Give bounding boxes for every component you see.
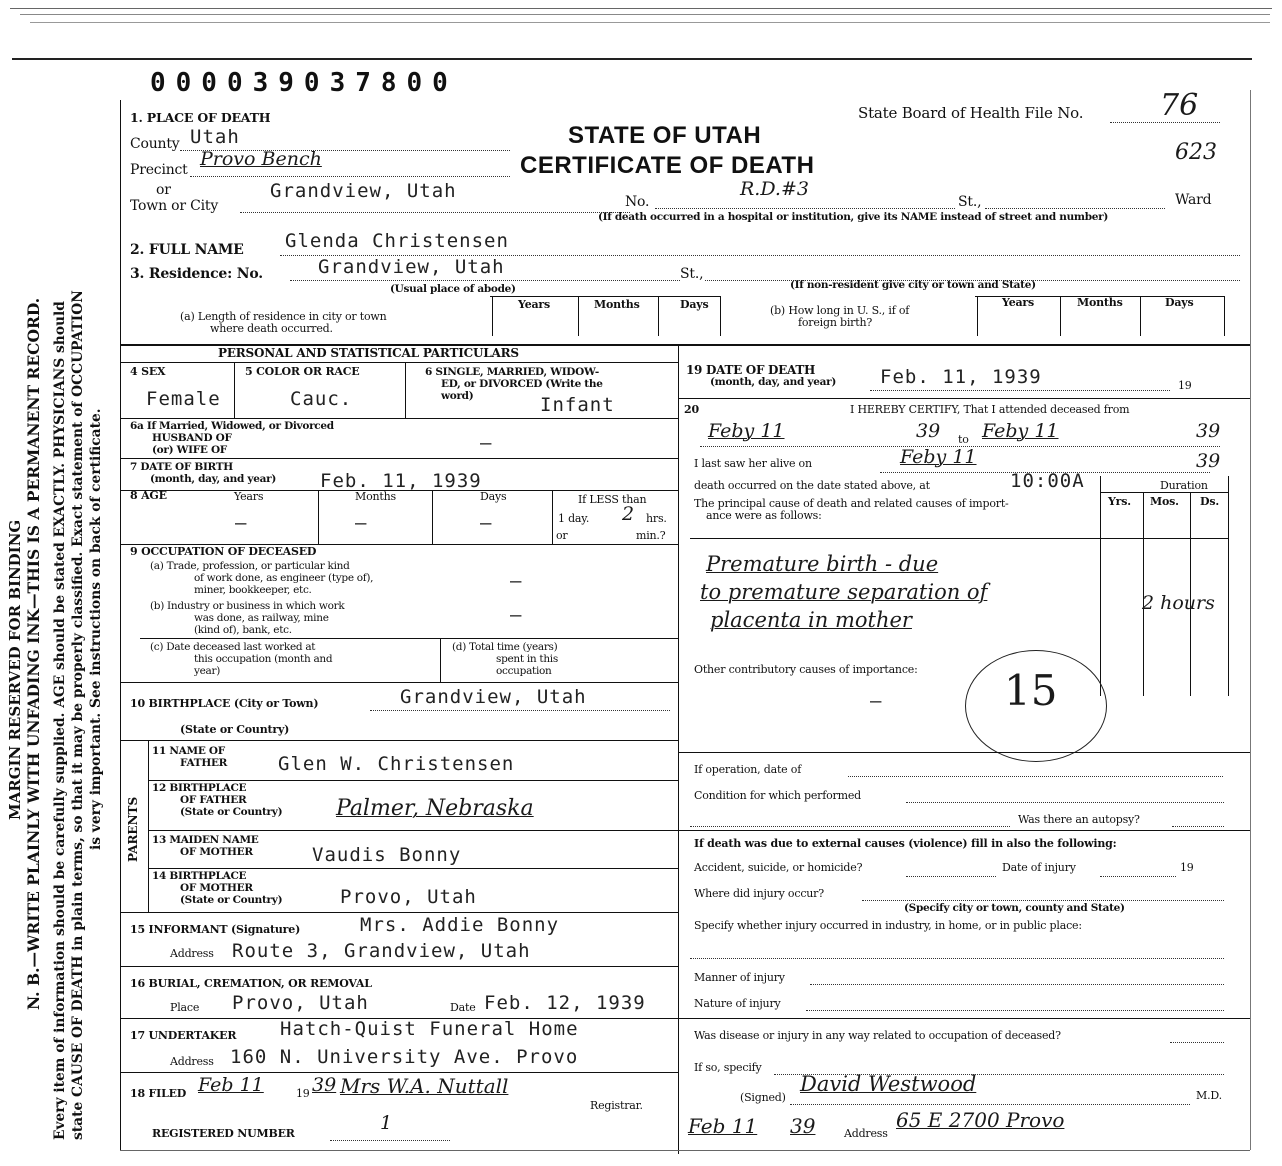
- fbirth-label-line1: 12 BIRTHPLACE: [152, 782, 247, 794]
- duration-days-label: Ds.: [1200, 495, 1219, 508]
- accident-label: Accident, suicide, or homicide?: [694, 861, 863, 874]
- margin-binding-note: MARGIN RESERVED FOR BINDING: [6, 519, 24, 820]
- occupation-c-line2: this occupation (month and: [194, 653, 333, 665]
- autopsy-label: Was there an autopsy?: [1018, 813, 1140, 826]
- disease-occupation-label: Was disease or injury in any way related to occupation of deceased?: [694, 1029, 1061, 1042]
- place-of-death-label: 1. PLACE OF DEATH: [130, 110, 271, 125]
- attended-to-label: to: [958, 433, 969, 446]
- cause-label: [694, 498, 1009, 522]
- age-days-label: Days: [480, 490, 507, 503]
- duration-years-label: Yrs.: [1108, 495, 1131, 508]
- occupation-b-dash: —: [510, 604, 523, 626]
- cause-label-line2: ance were as follows:: [706, 509, 822, 522]
- mother-name-value: Vaudis Bonny: [312, 844, 462, 866]
- certify-number: 20: [684, 403, 699, 416]
- less-hours-value: 2: [622, 503, 635, 525]
- marital-label-line1: 6 SINGLE, MARRIED, WIDOW-: [425, 366, 599, 378]
- occupation-label: 9 OCCUPATION OF DECEASED: [130, 545, 317, 558]
- physician-signature: David Westwood: [800, 1072, 977, 1096]
- usual-abode-note: (Usual place of abode): [390, 283, 516, 295]
- occupation-d-line3: occupation: [496, 665, 552, 677]
- occupation-d-line2: spent in this: [496, 653, 558, 665]
- attended-from-date: Feby 11: [708, 420, 785, 442]
- nonresident-note: (If non-resident give city or town and State): [790, 279, 1036, 291]
- father-label-line2: FATHER: [180, 757, 228, 769]
- undertaker-address-value: 160 N. University Ave. Provo: [230, 1046, 579, 1068]
- cause-line-3: placenta in mother: [710, 608, 912, 632]
- age-months-dash: —: [355, 512, 368, 534]
- burial-date-value: Feb. 12, 1939: [484, 992, 646, 1014]
- occupation-a: [150, 560, 373, 596]
- occupation-a-dash: —: [510, 570, 523, 592]
- registered-number-label: REGISTERED NUMBER: [152, 1127, 295, 1140]
- burial-label: 16 BURIAL, CREMATION, OR REMOVAL: [130, 977, 372, 990]
- father-name-label: [152, 745, 227, 769]
- filed-date: Feb 11: [198, 1074, 264, 1096]
- res-months-label: Months: [594, 298, 640, 311]
- street-no-label: No.: [625, 194, 650, 210]
- date-of-death-value: Feb. 11, 1939: [880, 366, 1042, 388]
- occupation-c: [150, 641, 332, 677]
- age-days-dash: —: [480, 512, 493, 534]
- informant-value: Mrs. Addie Bonny: [360, 914, 560, 936]
- where-injury-label: Where did injury occur?: [694, 887, 824, 900]
- injury-date-nineteen: 19: [1180, 861, 1194, 874]
- board-file-number: 76: [1160, 88, 1199, 123]
- dod-label-line1: 19 DATE OF DEATH: [686, 363, 816, 377]
- external-causes-label: If death was due to external causes (violence) fill in also the following:: [694, 837, 1117, 850]
- physician-address-value: 65 E 2700 Provo: [896, 1108, 1065, 1132]
- occupation-d-line1: (d) Total time (years): [452, 641, 558, 653]
- us-days-label: Days: [1165, 296, 1194, 309]
- nature-label: Nature of injury: [694, 997, 781, 1010]
- marital-value: Infant: [540, 394, 615, 416]
- margin-ink-note: N. B.—WRITE PLAINLY WITH UNFADING INK—THIS IS A PERMANENT RECORD.: [24, 297, 43, 1010]
- informant-address-label: Address: [170, 947, 214, 960]
- occurred-label: death occurred on the date stated above, at: [694, 479, 930, 492]
- residence-label: 3. Residence: No.: [130, 266, 263, 282]
- res-years-label: Years: [518, 298, 551, 311]
- cause-line-2: to premature separation of: [700, 580, 988, 604]
- full-name-label: 2. FULL NAME: [130, 242, 244, 258]
- last-saw-year: 39: [1196, 450, 1221, 472]
- residence-value: Grandview, Utah: [318, 256, 505, 278]
- mbirth-label-line2: OF MOTHER: [180, 882, 253, 894]
- mbirth-label-line3: (State or Country): [180, 894, 283, 906]
- occupation-a-line1: (a) Trade, profession, or particular kind: [150, 560, 350, 572]
- margin-instruction-2: state CAUSE OF DEATH in plain terms, so that it may be properly classified. Exact statement of OCCUPATION: [70, 290, 86, 1140]
- father-birthplace-label: [152, 782, 282, 818]
- file-stamp-number: 000039037800: [150, 68, 458, 98]
- fbirth-label-line3: (State or Country): [180, 806, 283, 818]
- physician-address-label: Address: [844, 1127, 888, 1140]
- birthplace-sub: (State or Country): [180, 723, 290, 736]
- occupation-a-line3: miner, bookkeeper, etc.: [194, 584, 312, 596]
- death-time: 10:00A: [1010, 470, 1085, 492]
- informant-address-value: Route 3, Grandview, Utah: [232, 940, 531, 962]
- age-months-label: Months: [355, 490, 396, 503]
- dob-label: [130, 461, 276, 485]
- condition-label: Condition for which performed: [694, 789, 861, 802]
- signed-label: (Signed): [740, 1091, 786, 1104]
- occupation-b: [150, 600, 344, 636]
- certify-label: I HEREBY CERTIFY, That I attended deceased from: [850, 403, 1130, 416]
- manner-label: Manner of injury: [694, 971, 785, 984]
- cause-duration-value: 2 hours: [1142, 592, 1215, 614]
- undertaker-value: Hatch-Quist Funeral Home: [280, 1018, 579, 1040]
- filed-label: 18 FILED: [130, 1087, 187, 1100]
- certificate-title: CERTIFICATE OF DEATH: [520, 152, 815, 179]
- occupation-c-line1: (c) Date deceased last worked at: [150, 641, 316, 653]
- spouse-label-line1: 6a If Married, Widowed, or Divorced: [130, 420, 334, 432]
- dob-label-line2: (month, day, and year): [150, 473, 276, 485]
- race-label: 5 COLOR OR RACE: [245, 365, 360, 378]
- us-length-line1: (b) How long in U. S., if of: [770, 304, 910, 317]
- age-years-label: Years: [234, 490, 264, 503]
- us-length-label: [770, 305, 909, 329]
- mother-birthplace-label: [152, 870, 282, 906]
- filed-year: 39: [312, 1074, 337, 1096]
- father-label-line1: 11 NAME OF: [152, 745, 225, 757]
- residence-street-label: St.,: [680, 266, 704, 282]
- min-label: min.?: [636, 529, 666, 542]
- ward-label: Ward: [1175, 192, 1212, 208]
- spouse-label: [130, 420, 334, 456]
- specify-injury-label: Specify whether injury occurred in industry, in home, or in public place:: [694, 919, 1082, 932]
- birthplace-value: Grandview, Utah: [400, 686, 587, 708]
- spouse-dash: —: [480, 432, 493, 454]
- spouse-label-line3: (or) WIFE OF: [152, 444, 227, 456]
- street-no-value: R.D.#3: [740, 178, 809, 200]
- marital-label-line3: word): [441, 390, 474, 402]
- father-birthplace-value: Palmer, Nebraska: [336, 796, 534, 821]
- signature-date: Feb 11: [688, 1114, 758, 1138]
- precinct-value: Provo Bench: [200, 148, 322, 170]
- residence-length-line1: (a) Length of residence in city or town: [180, 310, 387, 323]
- occupation-d: [452, 641, 558, 677]
- dod-label-line2: (month, day, and year): [710, 376, 836, 388]
- age-years-dash: —: [235, 512, 248, 534]
- last-saw-label: I last saw her alive on: [694, 457, 812, 470]
- us-length-line2: foreign birth?: [798, 316, 873, 329]
- street-label: St.,: [958, 194, 982, 210]
- occupation-b-line3: (kind of), bank, etc.: [194, 624, 292, 636]
- res-days-label: Days: [680, 298, 709, 311]
- parents-side-label: PARENTS: [126, 796, 140, 862]
- informant-label: 15 INFORMANT (Signature): [130, 923, 301, 936]
- birthplace-label: 10 BIRTHPLACE (City or Town): [130, 697, 319, 710]
- sex-value: Female: [146, 388, 221, 410]
- residence-length-label: [180, 311, 387, 335]
- registrar-signature: Mrs W.A. Nuttall: [340, 1074, 509, 1098]
- occupation-b-line1: (b) Industry or business in which work: [150, 600, 345, 612]
- occupation-b-line2: was done, as railway, mine: [194, 612, 329, 624]
- sex-label: 4 SEX: [130, 365, 166, 378]
- burial-date-label: Date: [450, 1001, 476, 1014]
- race-value: Cauc.: [290, 388, 353, 410]
- us-years-label: Years: [1002, 296, 1035, 309]
- other-causes-dash: —: [870, 690, 883, 712]
- attended-to-date: Feby 11: [982, 420, 1059, 442]
- occupation-c-line3: year): [194, 665, 221, 677]
- us-months-label: Months: [1077, 296, 1123, 309]
- marital-label-line2: ED, or DIVORCED (Write the: [441, 378, 603, 390]
- dob-value: Feb. 11, 1939: [320, 470, 482, 492]
- circled-number: 15: [1004, 666, 1058, 715]
- dob-label-line1: 7 DATE OF BIRTH: [130, 461, 233, 473]
- board-file-subnumber: 623: [1175, 140, 1217, 165]
- father-name-value: Glen W. Christensen: [278, 753, 515, 775]
- duration-label: Duration: [1160, 479, 1208, 492]
- injury-date-label: Date of injury: [1002, 861, 1076, 874]
- registrar-label: Registrar.: [590, 1099, 643, 1112]
- hospital-note: (If death occurred in a hospital or institution, give its NAME instead of street and number): [598, 211, 1109, 223]
- md-label: M.D.: [1196, 1089, 1222, 1102]
- full-name-value: Glenda Christensen: [285, 230, 509, 252]
- mother-birthplace-value: Provo, Utah: [340, 886, 477, 908]
- mother-name-label: [152, 834, 258, 858]
- occupation-a-line2: of work done, as engineer (type of),: [194, 572, 374, 584]
- duration-months-label: Mos.: [1150, 495, 1179, 508]
- mbirth-label-line1: 14 BIRTHPLACE: [152, 870, 247, 882]
- margin-instruction-3: is very important. See instructions on back of certificate.: [88, 408, 104, 850]
- undertaker-label: 17 UNDERTAKER: [130, 1029, 237, 1042]
- dod-nineteen: 19: [1178, 379, 1192, 392]
- cause-line-1: Premature birth - due: [706, 552, 939, 576]
- spouse-label-line2: HUSBAND OF: [152, 432, 232, 444]
- filed-year-prefix: 19: [296, 1087, 310, 1100]
- signature-year: 39: [790, 1114, 816, 1138]
- town-value: Grandview, Utah: [270, 180, 457, 202]
- operation-label: If operation, date of: [694, 763, 802, 776]
- county-value: Utah: [190, 126, 240, 148]
- fbirth-label-line2: OF FATHER: [180, 794, 247, 806]
- attended-from-year: 39: [916, 420, 941, 442]
- other-causes-label: Other contributory causes of importance:: [694, 663, 918, 676]
- personal-header: PERSONAL AND STATISTICAL PARTICULARS: [218, 346, 519, 360]
- if-so-label: If so, specify: [694, 1061, 762, 1074]
- or-min-label: or: [556, 529, 568, 542]
- undertaker-address-label: Address: [170, 1055, 214, 1068]
- age-label: 8 AGE: [130, 489, 167, 502]
- precinct-label: Precinct: [130, 162, 188, 178]
- hours-label: hrs.: [646, 512, 667, 525]
- date-of-death-label: [686, 364, 836, 388]
- state-title: STATE OF UTAH: [568, 122, 762, 149]
- town-label: Town or City: [130, 198, 219, 214]
- last-saw-date: Feby 11: [900, 446, 977, 468]
- registered-number-value: 1: [380, 1112, 393, 1134]
- cause-label-line1: The principal cause of death and related causes of import-: [694, 497, 1009, 510]
- less-than-label: If LESS than: [578, 493, 647, 506]
- margin-instruction-1: Every item of information should be carefully supplied. AGE should be stated EXACTLY. PHYSICIANS should: [52, 301, 68, 1140]
- mother-label-line2: OF MOTHER: [180, 846, 253, 858]
- or-label: or: [156, 182, 171, 198]
- county-label: County: [130, 136, 180, 152]
- board-file-label: State Board of Health File No.: [858, 104, 1084, 122]
- attended-to-year: 39: [1196, 420, 1221, 442]
- where-injury-sub: (Specify city or town, county and State): [904, 902, 1125, 914]
- residence-length-line2: where death occurred.: [210, 322, 333, 335]
- mother-label-line1: 13 MAIDEN NAME: [152, 834, 259, 846]
- burial-place-label: Place: [170, 1001, 200, 1014]
- less-day-label: 1 day.: [558, 512, 590, 525]
- burial-place-value: Provo, Utah: [232, 992, 369, 1014]
